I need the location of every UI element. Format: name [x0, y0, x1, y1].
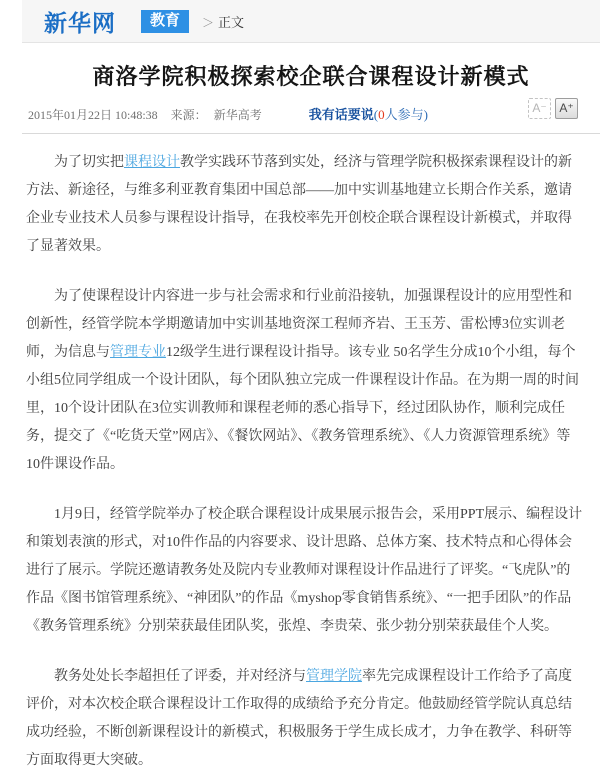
paragraph-text: 教务处处长李超担任了评委，并对经济与 — [54, 669, 306, 684]
article-paragraph — [26, 501, 584, 641]
paragraph-text: 12级学生进行课程设计指导。该专业 50名学生分成10个小组，每个小组5位同学组成一个设计团队，每个团队独立完成一件课程设计作品。在为期一周的时间里，10个设计团队在3位实训教师和课程老师的悉心指导下，经过团队协作，顺利完成任务，提交了《“吃货天堂”网店》、《餐饮网站》、《教务管理系统》、《人力资源管理系统》等10件课设作品。 — [26, 345, 579, 472]
article-meta — [22, 102, 600, 134]
paragraph-text: 率先完成课程设计工作给予了高度评价，对本次校企联合课程设计工作取得的成绩给予充分肯定。他鼓励经管学院认真总结成功经验，不断创新课程设计的新模式，积极服务于学生成长成才，力争在教学、科研等方面取得更大突破。 — [26, 669, 572, 768]
paragraph-text: 为了使课程设计内容进一步与社会需求和行业前沿接轨，加强课程设计的应用型性和创新性，经管学院本学期邀请加中实训基地资深工程师齐岩、王玉芳、雷松博3位实训老师，为信息与 — [26, 289, 572, 360]
breadcrumb-current: 正文 — [218, 14, 245, 30]
paragraph-text: 为了切实把 — [54, 155, 124, 170]
publish-date: 2015年01月22日 10:48:38 — [28, 108, 158, 122]
article-title: 商洛学院积极探索校企联合课程设计新模式 — [92, 64, 530, 89]
source-label: 来源： — [170, 108, 207, 122]
inline-link[interactable]: 管理专业 — [110, 345, 166, 360]
paragraph-text: 1月9日，经管学院举办了校企联合课程设计成果展示报告会，采用PPT展示、编程设计和策划表演的形式，对10件作品的内容要求、设计思路、总体方案、技术特点和心得体会进行了展示。学院还邀请教务处及院内专业教师对课程设计作品进行了评奖。“飞虎队”的作品《图书馆管理系统》、“神团队”的作品《myshop零食销售系统》、“一把手团队”的作品《教务管理系统》分别荣获最佳团队奖，张煌、李贵荣、张少勃分别荣获最佳个人奖。 — [26, 507, 583, 634]
article-paragraph — [26, 283, 584, 479]
inline-link[interactable]: 管理学院 — [306, 669, 362, 684]
channel-badge-education[interactable]: 教育 — [141, 10, 189, 33]
article-paragraph — [26, 149, 584, 261]
comment-count: 0 — [378, 107, 385, 122]
comment-close-paren: ) — [423, 107, 428, 122]
paragraph-text: 教学实践环节落到实处，经济与管理学院积极探索课程设计的新方法、新途径，与维多利亚教育集团中国总部——加中实训基地建立长期合作关系，邀请企业专业技术人员参与课程设计指导，在我校率先开创校企联合课程设计新模式，并取得了显著效果。 — [26, 155, 572, 254]
site-logo[interactable]: 新华网 — [44, 9, 116, 36]
font-increase-button[interactable]: A⁺ — [555, 98, 578, 119]
article-paragraph — [26, 663, 584, 775]
inline-link[interactable]: 课程设计 — [124, 155, 180, 170]
article-body — [22, 134, 600, 775]
comment-block — [309, 107, 428, 122]
page — [22, 0, 600, 775]
font-size-controls — [528, 98, 578, 119]
chevron-right-icon: ＞ — [202, 15, 215, 30]
site-header — [22, 0, 600, 43]
font-decrease-button[interactable]: A⁻ — [528, 98, 551, 119]
source-name: 新华高考 — [213, 108, 262, 122]
comment-suffix: 人参与 — [384, 107, 424, 122]
comment-link[interactable]: 我有话要说 — [308, 107, 374, 122]
breadcrumb — [202, 12, 244, 31]
comment-open-paren: ( — [373, 107, 379, 122]
